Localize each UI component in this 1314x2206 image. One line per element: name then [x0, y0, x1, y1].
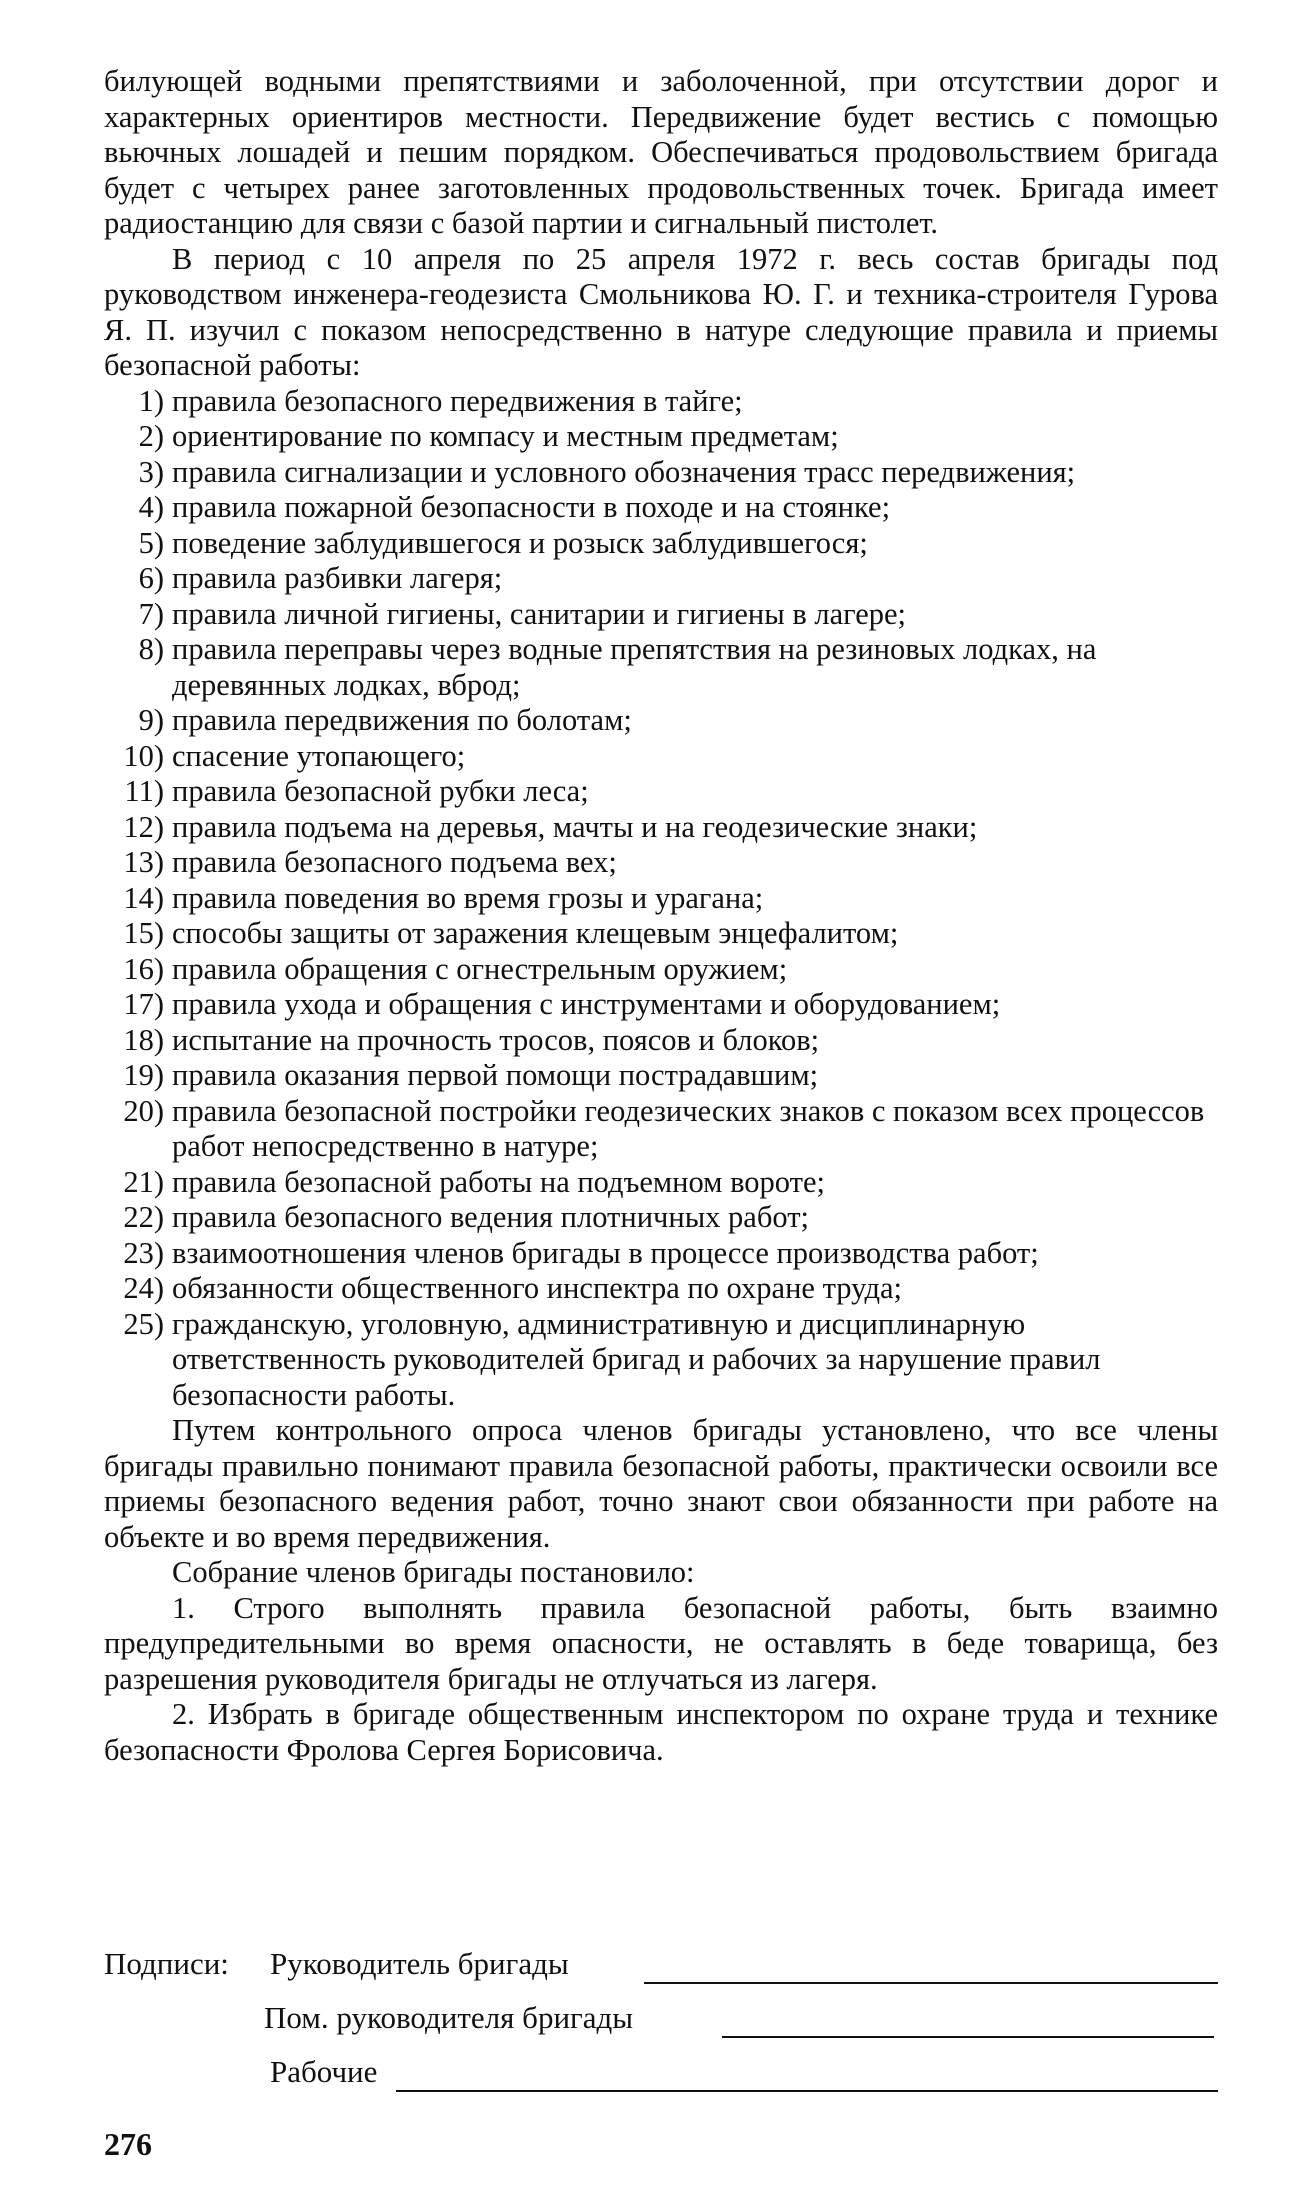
list-item-text: правила поведения во время грозы и урагана;: [172, 880, 764, 915]
signature-line-workers: [396, 2090, 1218, 2092]
list-item-number: 11): [124, 774, 164, 808]
paragraph-intro-continuation: билующей водными препятствиями и заболоченной, при отсутствии дорог и характерных ориентиров местности. Передвижение будет вестись с помощью вьючных лошадей и пешим порядком. Обеспечиваться продовольствием бригада будет с четырех ранее заготовленных продовольственных точек. Бригада имеет радиостанцию для связи с базой партии и сигнальный пистолет.: [104, 64, 1218, 240]
list-item-number: 6): [138, 561, 164, 595]
list-item: [104, 1023, 1218, 1059]
list-item-number: 20): [123, 1093, 164, 1128]
list-item-text: правила обращения с огнестрельным оружием;: [172, 951, 788, 986]
list-item-text: правила безопасной рубки леса;: [172, 774, 589, 808]
paragraph-decision-1: 1. Строго выполнять правила безопасной работы, быть взаимно предупредительными во время опасности, не оставлять в беде товарища, без разрешения руководителя бригады не отлучаться из лагеря.: [104, 1590, 1218, 1696]
list-item: [104, 1058, 1218, 1094]
list-item-number: 21): [123, 1164, 164, 1199]
paragraph-training-period: В период с 10 апреля по 25 апреля 1972 г. весь состав бригады под руководством инженера-геодезиста Смольникова Ю. Г. и техника-строителя Гурова Я. П. изучил с показом непосредственно в натуре следующие правила и приемы безопасной работы:: [104, 241, 1218, 382]
list-item-number: 24): [123, 1271, 164, 1305]
list-item: [104, 845, 1218, 881]
signature-line-assistant: [722, 2036, 1214, 2038]
signature-row-assistant: [104, 2000, 1218, 2054]
list-item: [104, 1200, 1218, 1236]
list-item-number: 23): [123, 1235, 164, 1270]
list-item-number: 18): [123, 1022, 164, 1057]
list-item-text: обязанности общественного инспектра по охране труда;: [172, 1271, 902, 1305]
list-item: [104, 1236, 1218, 1272]
paragraph-decision-2: 2. Избрать в бригаде общественным инспектором по охране труда и технике безопасности Фролова Сергея Борисовича.: [104, 1697, 1218, 1767]
list-item-number: 15): [123, 916, 164, 950]
list-item-text: спасение утопающего;: [172, 738, 466, 773]
list-item-number: 12): [123, 809, 164, 844]
list-item-number: 14): [123, 880, 164, 915]
list-item: [104, 632, 1218, 703]
list-item: [104, 881, 1218, 917]
list-item-number: 1): [138, 383, 164, 418]
list-item-number: 7): [138, 596, 164, 631]
list-item-number: 16): [123, 951, 164, 986]
list-item-text: правила разбивки лагеря;: [172, 561, 503, 595]
list-item-text: правила оказания первой помощи пострадавшим;: [172, 1058, 819, 1092]
list-item-text: правила подъема на деревья, мачты и на геодезические знаки;: [172, 809, 978, 844]
list-item-number: 8): [138, 632, 164, 666]
list-item-text: правила передвижения по болотам;: [172, 703, 632, 737]
list-item-number: 19): [123, 1058, 164, 1092]
list-item: [104, 703, 1218, 739]
signatures-block: [104, 1946, 1218, 2108]
signature-line-leader: [644, 1982, 1218, 1984]
list-item-text: правила безопасного передвижения в тайге;: [172, 383, 743, 418]
list-item: [104, 490, 1218, 526]
list-item-number: 4): [138, 490, 164, 524]
list-item-number: 5): [138, 525, 164, 560]
paragraph-survey-result: Путем контрольного опроса членов бригады установлено, что все члены бригады правильно понимают правила безопасной работы, практически освоили все приемы безопасного ведения работ, точно знают свои обязанности при работе на объекте и во время передвижения.: [104, 1413, 1218, 1554]
list-item-text: правила безопасной постройки геодезических знаков с показом всех процессов работ непосредственно в натуре;: [172, 1093, 1205, 1163]
list-item-text: испытание на прочность тросов, поясов и блоков;: [172, 1022, 820, 1057]
signature-row-leader: [104, 1946, 1218, 2000]
list-item-text: правила переправы через водные препятствия на резиновых лодках, на деревянных лодках, вброд;: [172, 632, 1097, 702]
signature-row-workers: [104, 2054, 1218, 2108]
list-item: [104, 916, 1218, 952]
list-item-text: поведение заблудившегося и розыск заблудившегося;: [172, 525, 868, 560]
signatures-prefix: Подписи:: [104, 1946, 229, 1981]
list-item-text: правила безопасного подъема вех;: [172, 845, 617, 879]
list-item: [104, 384, 1218, 420]
list-item: [104, 1094, 1218, 1165]
list-item-text: ориентирование по компасу и местным предметам;: [172, 419, 839, 453]
list-item-text: правила ухода и обращения с инструментами и оборудованием;: [172, 987, 1001, 1021]
list-item-text: правила безопасной работы на подъемном вороте;: [172, 1164, 825, 1199]
list-item: [104, 1271, 1218, 1307]
document-body: [104, 64, 1218, 1768]
list-item-text: правила личной гигиены, санитарии и гигиены в лагере;: [172, 596, 907, 631]
list-item-text: взаимоотношения членов бригады в процессе производства работ;: [172, 1235, 1039, 1270]
list-item: [104, 1165, 1218, 1201]
list-item: [104, 597, 1218, 633]
list-item: [104, 419, 1218, 455]
list-item-text: правила сигнализации и условного обозначения трасс передвижения;: [172, 454, 1076, 489]
page-number: 276: [104, 2126, 152, 2162]
signature-label-assistant: Пом. руководителя бригады: [264, 2000, 634, 2035]
paragraph-meeting-decision: Собрание членов бригады постановило:: [172, 1555, 695, 1589]
list-item-number: 2): [138, 419, 164, 453]
list-item-number: 3): [138, 454, 164, 489]
list-item: [104, 455, 1218, 491]
list-item-text: правила пожарной безопасности в походе и на стоянке;: [172, 490, 891, 524]
list-item: [104, 1307, 1218, 1414]
list-item: [104, 774, 1218, 810]
list-item-number: 13): [123, 845, 164, 879]
list-item: [104, 739, 1218, 775]
list-item-number: 9): [138, 703, 164, 737]
list-item-number: 25): [123, 1306, 164, 1341]
list-item-text: правила безопасного ведения плотничных работ;: [172, 1200, 810, 1234]
list-item-text: гражданскую, уголовную, административную и дисциплинарную ответственность руководителей бригад и рабочих за нарушение правил безопасности работы.: [172, 1306, 1101, 1412]
list-item: [104, 987, 1218, 1023]
list-item: [104, 952, 1218, 988]
list-item-text: способы защиты от заражения клещевым энцефалитом;: [172, 916, 899, 950]
list-item-number: 17): [123, 987, 164, 1021]
signature-label-workers: Рабочие: [270, 2054, 378, 2089]
list-item: [104, 561, 1218, 597]
list-item: [104, 810, 1218, 846]
signature-label-leader: Руководитель бригады: [270, 1946, 569, 1981]
list-item: [104, 526, 1218, 562]
safety-rules-list: [104, 384, 1218, 1414]
list-item-number: 10): [123, 738, 164, 773]
list-item-number: 22): [123, 1200, 164, 1234]
